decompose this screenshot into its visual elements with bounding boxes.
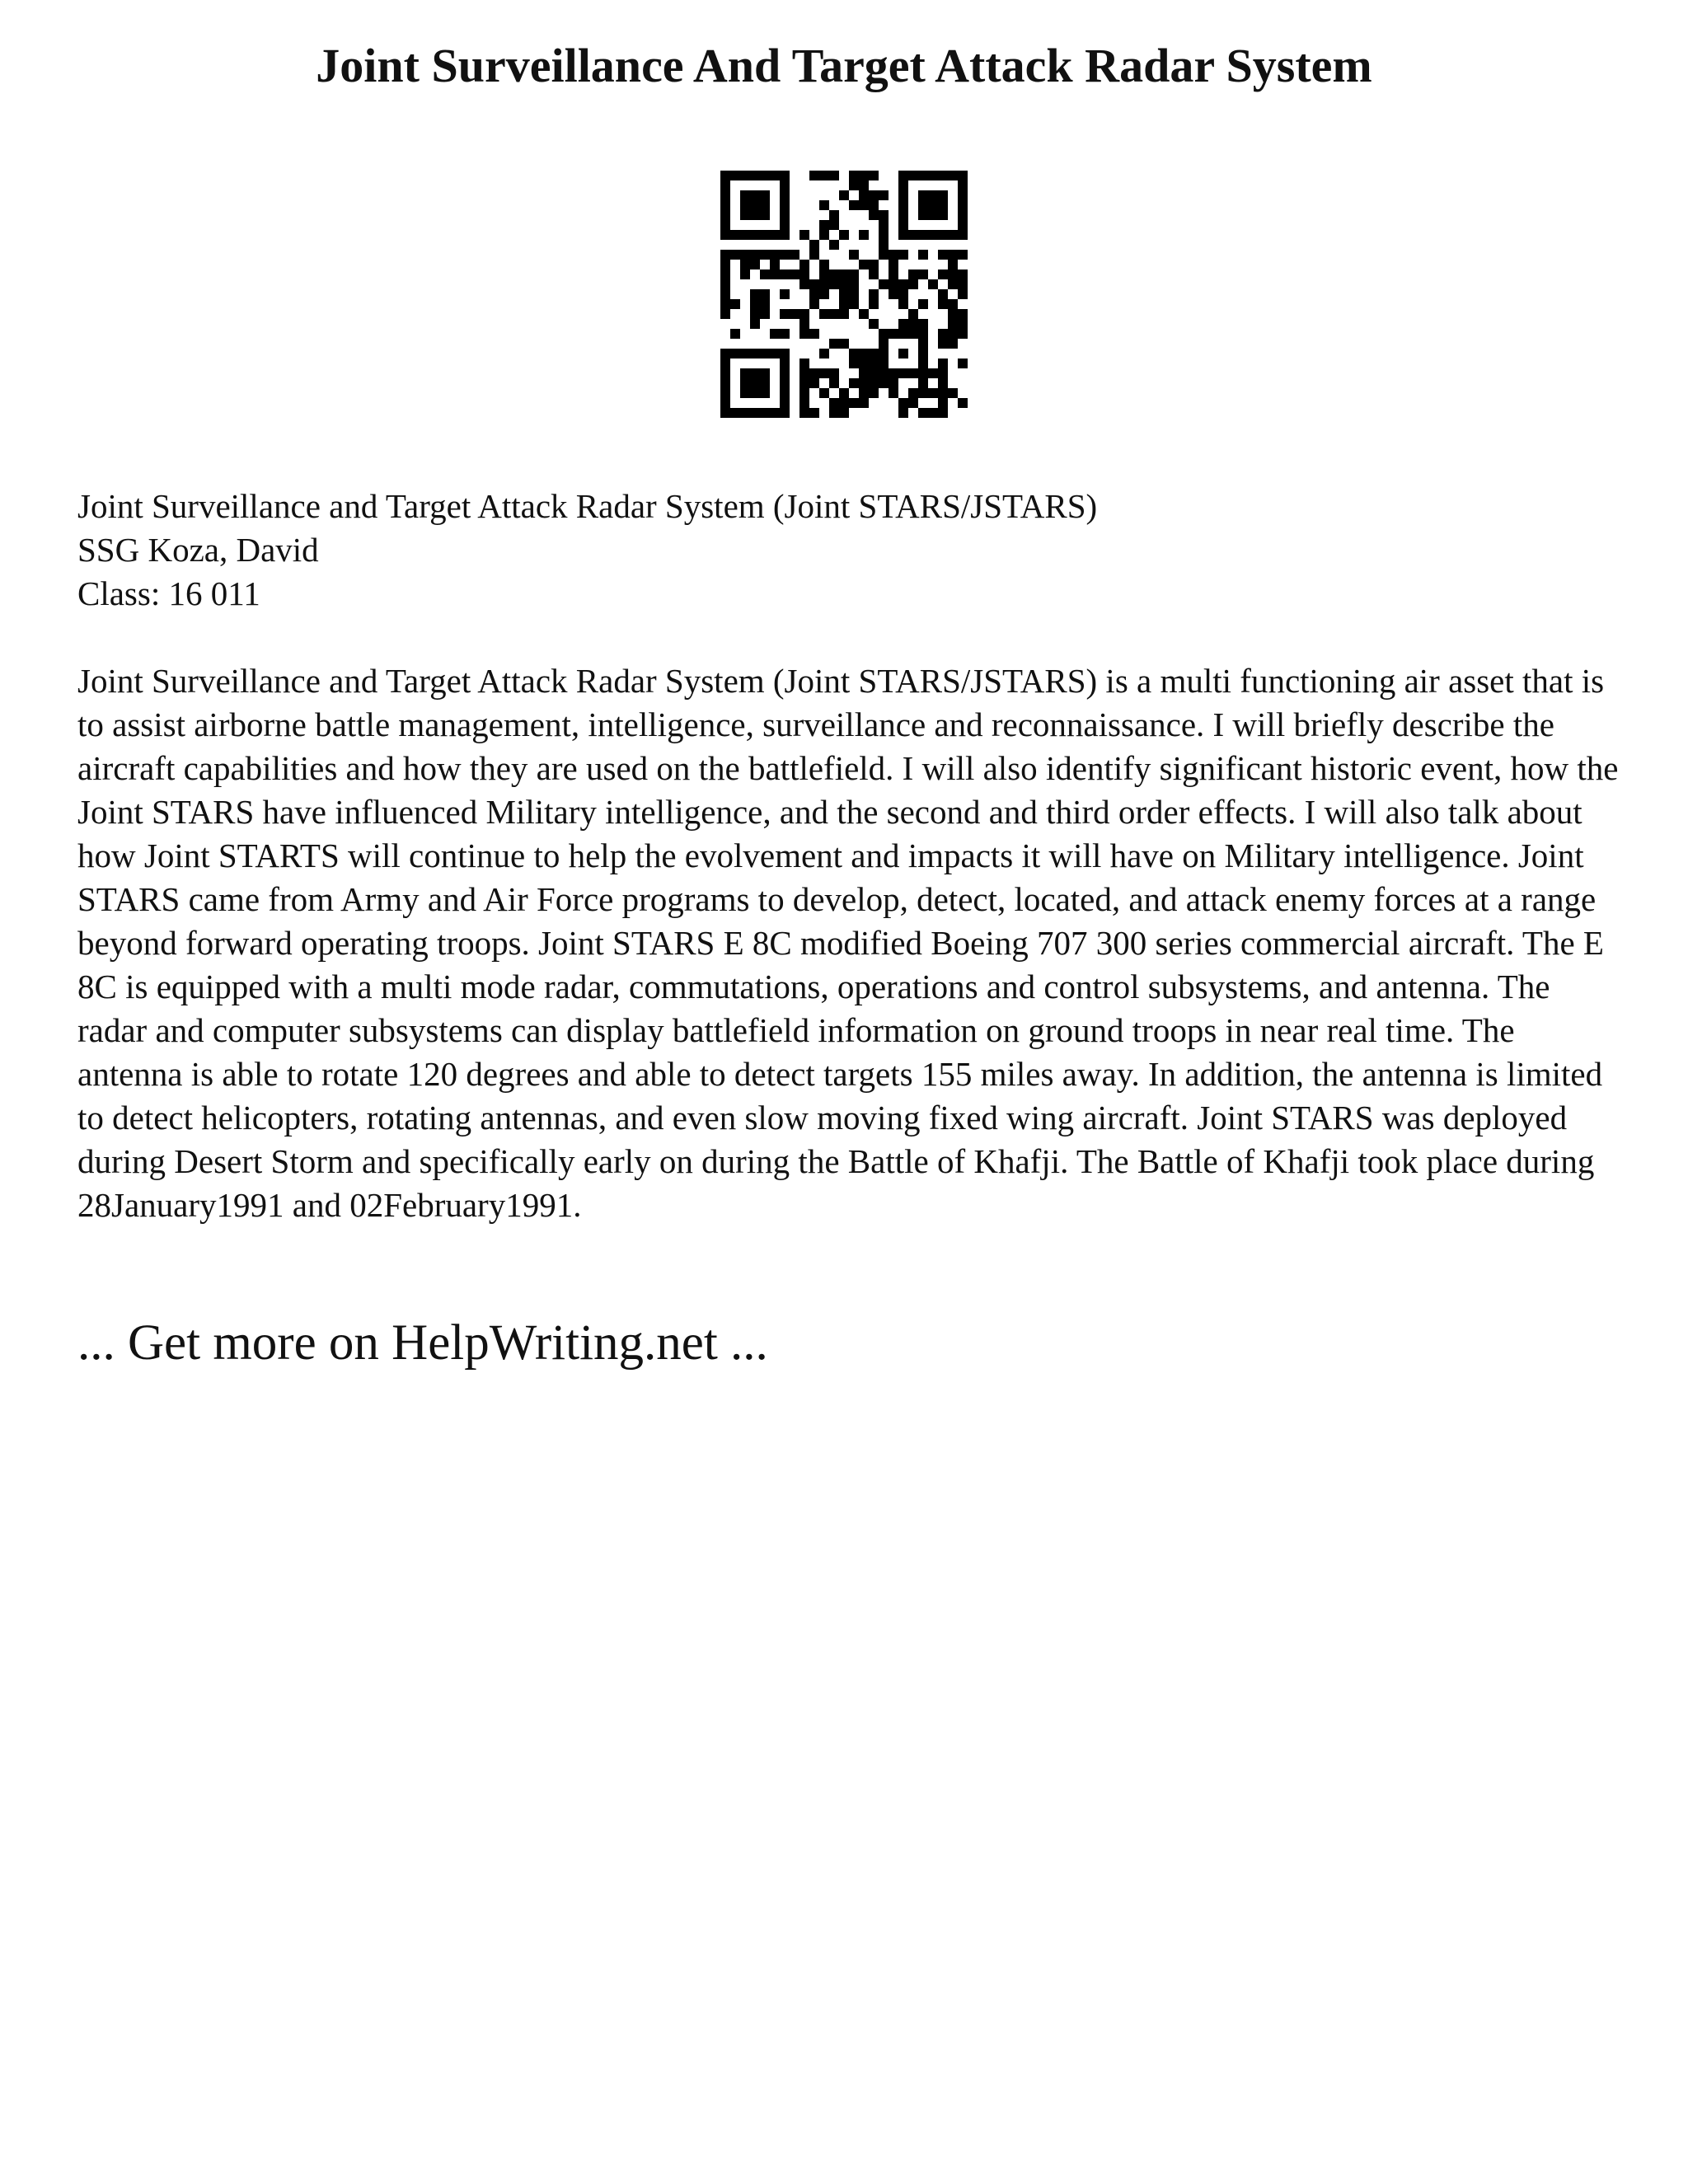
- qr-code-icon[interactable]: [720, 171, 968, 418]
- document-subject: Joint Surveillance and Target Attack Radar System (Joint STARS/JSTARS): [77, 487, 1098, 525]
- document-class: Class: 16 011: [77, 574, 260, 612]
- page-title: Joint Surveillance And Target Attack Radar System: [316, 39, 1372, 92]
- body-paragraph: Joint Surveillance and Target Attack Radar System (Joint STARS/JSTARS) is a multi functioning air asset that is to assist airborne battle management, intelligence, surveillance and reconnaissance. I will briefly describe the aircraft capabilities and how they are used on the battlefield. I will also identify significant historic event, how the Joint STARS have influenced Military intelligence, and the second and third order effects. I will also talk about how Joint STARTS will continue to help the evolvement and impacts it will have on Military intelligence. Joint STARS came from Army and Air Force programs to develop, detect, located, and attack enemy forces at a range beyond forward operating troops. Joint STARS E 8C modified Boeing 707 300 series commercial aircraft. The E 8C is equipped with a multi mode radar, commutations, operations and control subsystems, and antenna. The radar and computer subsystems can display battlefield information on ground troops in near real time. The antenna is able to rotate 120 degrees and able to detect targets 155 miles away. In addition, the antenna is limited to detect helicopters, rotating antennas, and even slow moving fixed wing aircraft. Joint STARS was deployed during Desert Storm and specifically early on during the Battle of Khafji. The Battle of Khafji took place during 28January1991 and 02February1991.: [77, 662, 1619, 1224]
- document-author: SSG Koza, David: [77, 531, 319, 569]
- get-more-link[interactable]: ... Get more on HelpWriting.net ...: [77, 1315, 768, 1371]
- document-meta: [77, 485, 1627, 616]
